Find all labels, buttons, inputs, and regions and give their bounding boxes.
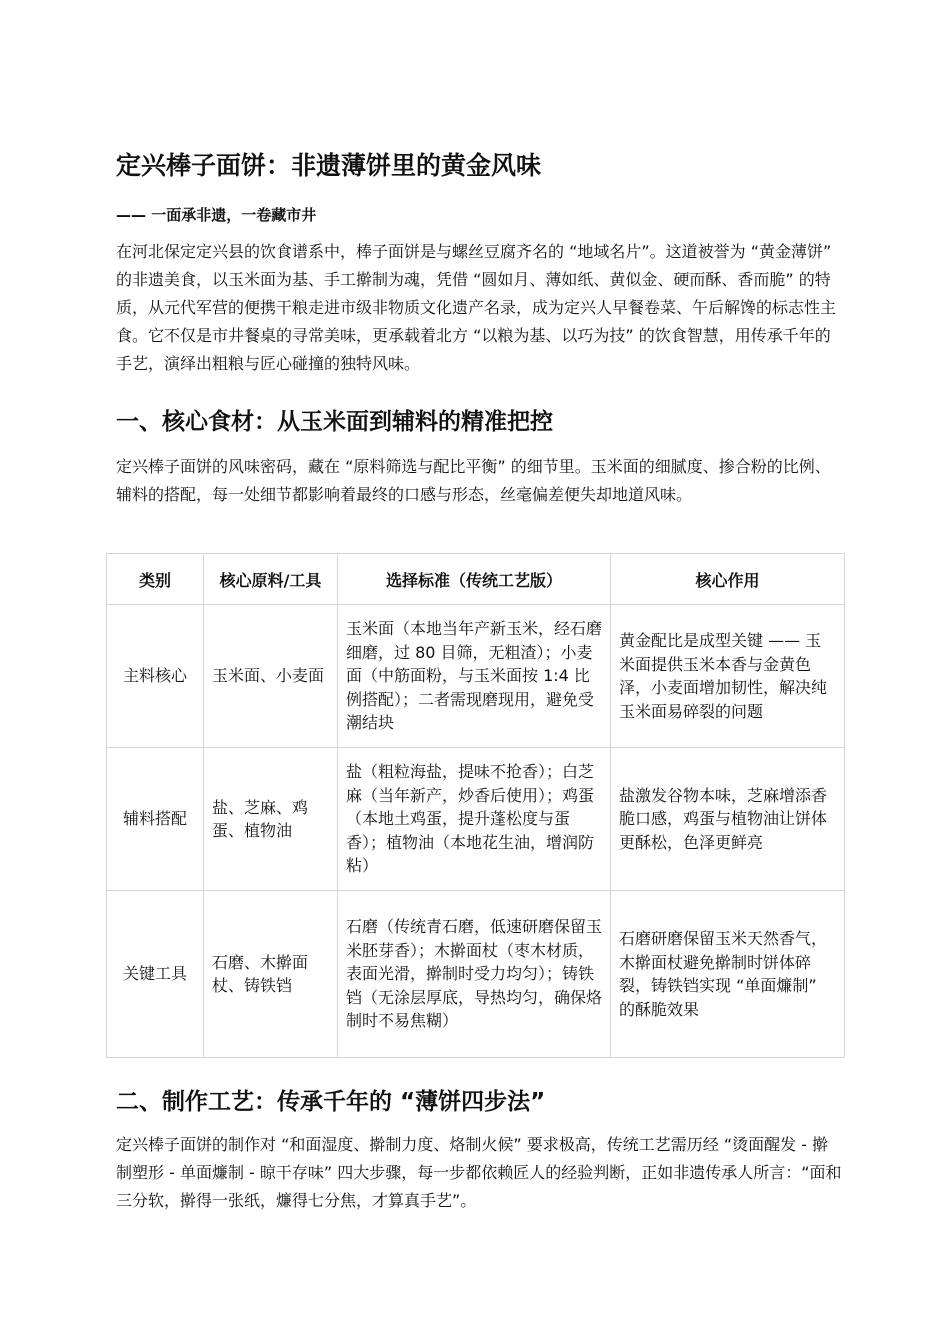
- section-2-intro: 定兴棒子面饼的制作对 “和面湿度、擀制力度、烙制火候” 要求极高，传统工艺需历经 “烫面醒发 - 擀制塑形 - 单面燫制 - 晾干存味” 四大步骤，每一步都依赖匠人的经验判断，正如非遗传承人所言：“面和三分软，擀得一张纸，燫得七分焦，才算真手艺”。: [116, 1135, 842, 1210]
- items-cell: 玉米面、小麦面: [204, 605, 338, 748]
- category-cell: 关键工具: [107, 891, 204, 1058]
- table-row: [107, 891, 845, 1058]
- category-cell: 辅料搭配: [107, 748, 204, 891]
- table-row: [107, 748, 845, 891]
- section-2-heading: 二、制作工艺：传承千年的 “薄饼四步法”: [116, 1089, 546, 1115]
- table-row: [107, 605, 845, 748]
- table-header-cell: 选择标准（传统工艺版）: [338, 554, 611, 605]
- table-header-cell: 核心作用: [611, 554, 845, 605]
- intro-paragraph: 在河北保定定兴县的饮食谱系中，棒子面饼是与螺丝豆腐齐名的 “地域名片”。这道被誉为 “黄金薄饼” 的非遗美食，以玉米面为基、手工擀制为魂，凭借 “圆如月、薄如纸、黄似金、硬而酥、香而脆” 的特质，从元代军营的便携干粮走进市级非物质文化遗产名录，成为定兴人早餐卷菜、午后解馋的标志性主食。它不仅是市井餐桌的寻常美味，更承载着北方 “以粮为基、以巧为技” 的饮食智慧，用传承千年的手艺，演绎出粗粮与匠心碰撞的独特风味。: [116, 242, 837, 373]
- standard-cell: 盐（粗粒海盐，提味不抢香）；白芝麻（当年新产，炒香后使用）；鸡蛋（本地土鸡蛋，提升蓬松度与蛋香）；植物油（本地花生油，增润防粘）: [338, 748, 611, 891]
- section-1-heading: 一、核心食材：从玉米面到辅料的精准把控: [116, 409, 553, 435]
- table-header-row: [107, 554, 845, 605]
- page-subtitle: —— 一面承非遗，一卷藏市井: [116, 206, 317, 224]
- effect-cell: 石磨研磨保留玉米天然香气，木擀面杖避免擀制时饼体碎裂，铸铁铛实现 “单面燫制” 的酥脆效果: [611, 891, 845, 1058]
- effect-cell: 黄金配比是成型关键 —— 玉米面提供玉米本香与金黄色泽，小麦面增加韧性，解决纯玉米面易碎裂的问题: [611, 605, 845, 748]
- items-cell: 石磨、木擀面杖、铸铁铛: [204, 891, 338, 1058]
- category-cell: 主料核心: [107, 605, 204, 748]
- items-cell: 盐、芝麻、鸡蛋、植物油: [204, 748, 338, 891]
- ingredients-table: [106, 553, 845, 1058]
- section-1-intro: 定兴棒子面饼的风味密码，藏在 “原料筛选与配比平衡” 的细节里。玉米面的细腻度、掺合粉的比例、辅料的搭配，每一处细节都影响着最终的口感与形态，丝毫偏差便失却地道风味。: [116, 457, 831, 504]
- standard-cell: 玉米面（本地当年产新玉米，经石磨细磨，过 80 目筛，无粗渣）；小麦面（中筋面粉，与玉米面按 1:4 比例搭配）；二者需现磨现用，避免受潮结块: [338, 605, 611, 748]
- table-header-cell: 核心原料/工具: [204, 554, 338, 605]
- effect-cell: 盐激发谷物本味，芝麻增添香脆口感，鸡蛋与植物油让饼体更酥松，色泽更鲜亮: [611, 748, 845, 891]
- page-title: 定兴棒子面饼：非遗薄饼里的黄金风味: [116, 151, 542, 180]
- table-header-cell: 类别: [107, 554, 204, 605]
- standard-cell: 石磨（传统青石磨，低速研磨保留玉米胚芽香）；木擀面杖（枣木材质，表面光滑，擀制时受力均匀）；铸铁铛（无涂层厚底，导热均匀，确保烙制时不易焦糊）: [338, 891, 611, 1058]
